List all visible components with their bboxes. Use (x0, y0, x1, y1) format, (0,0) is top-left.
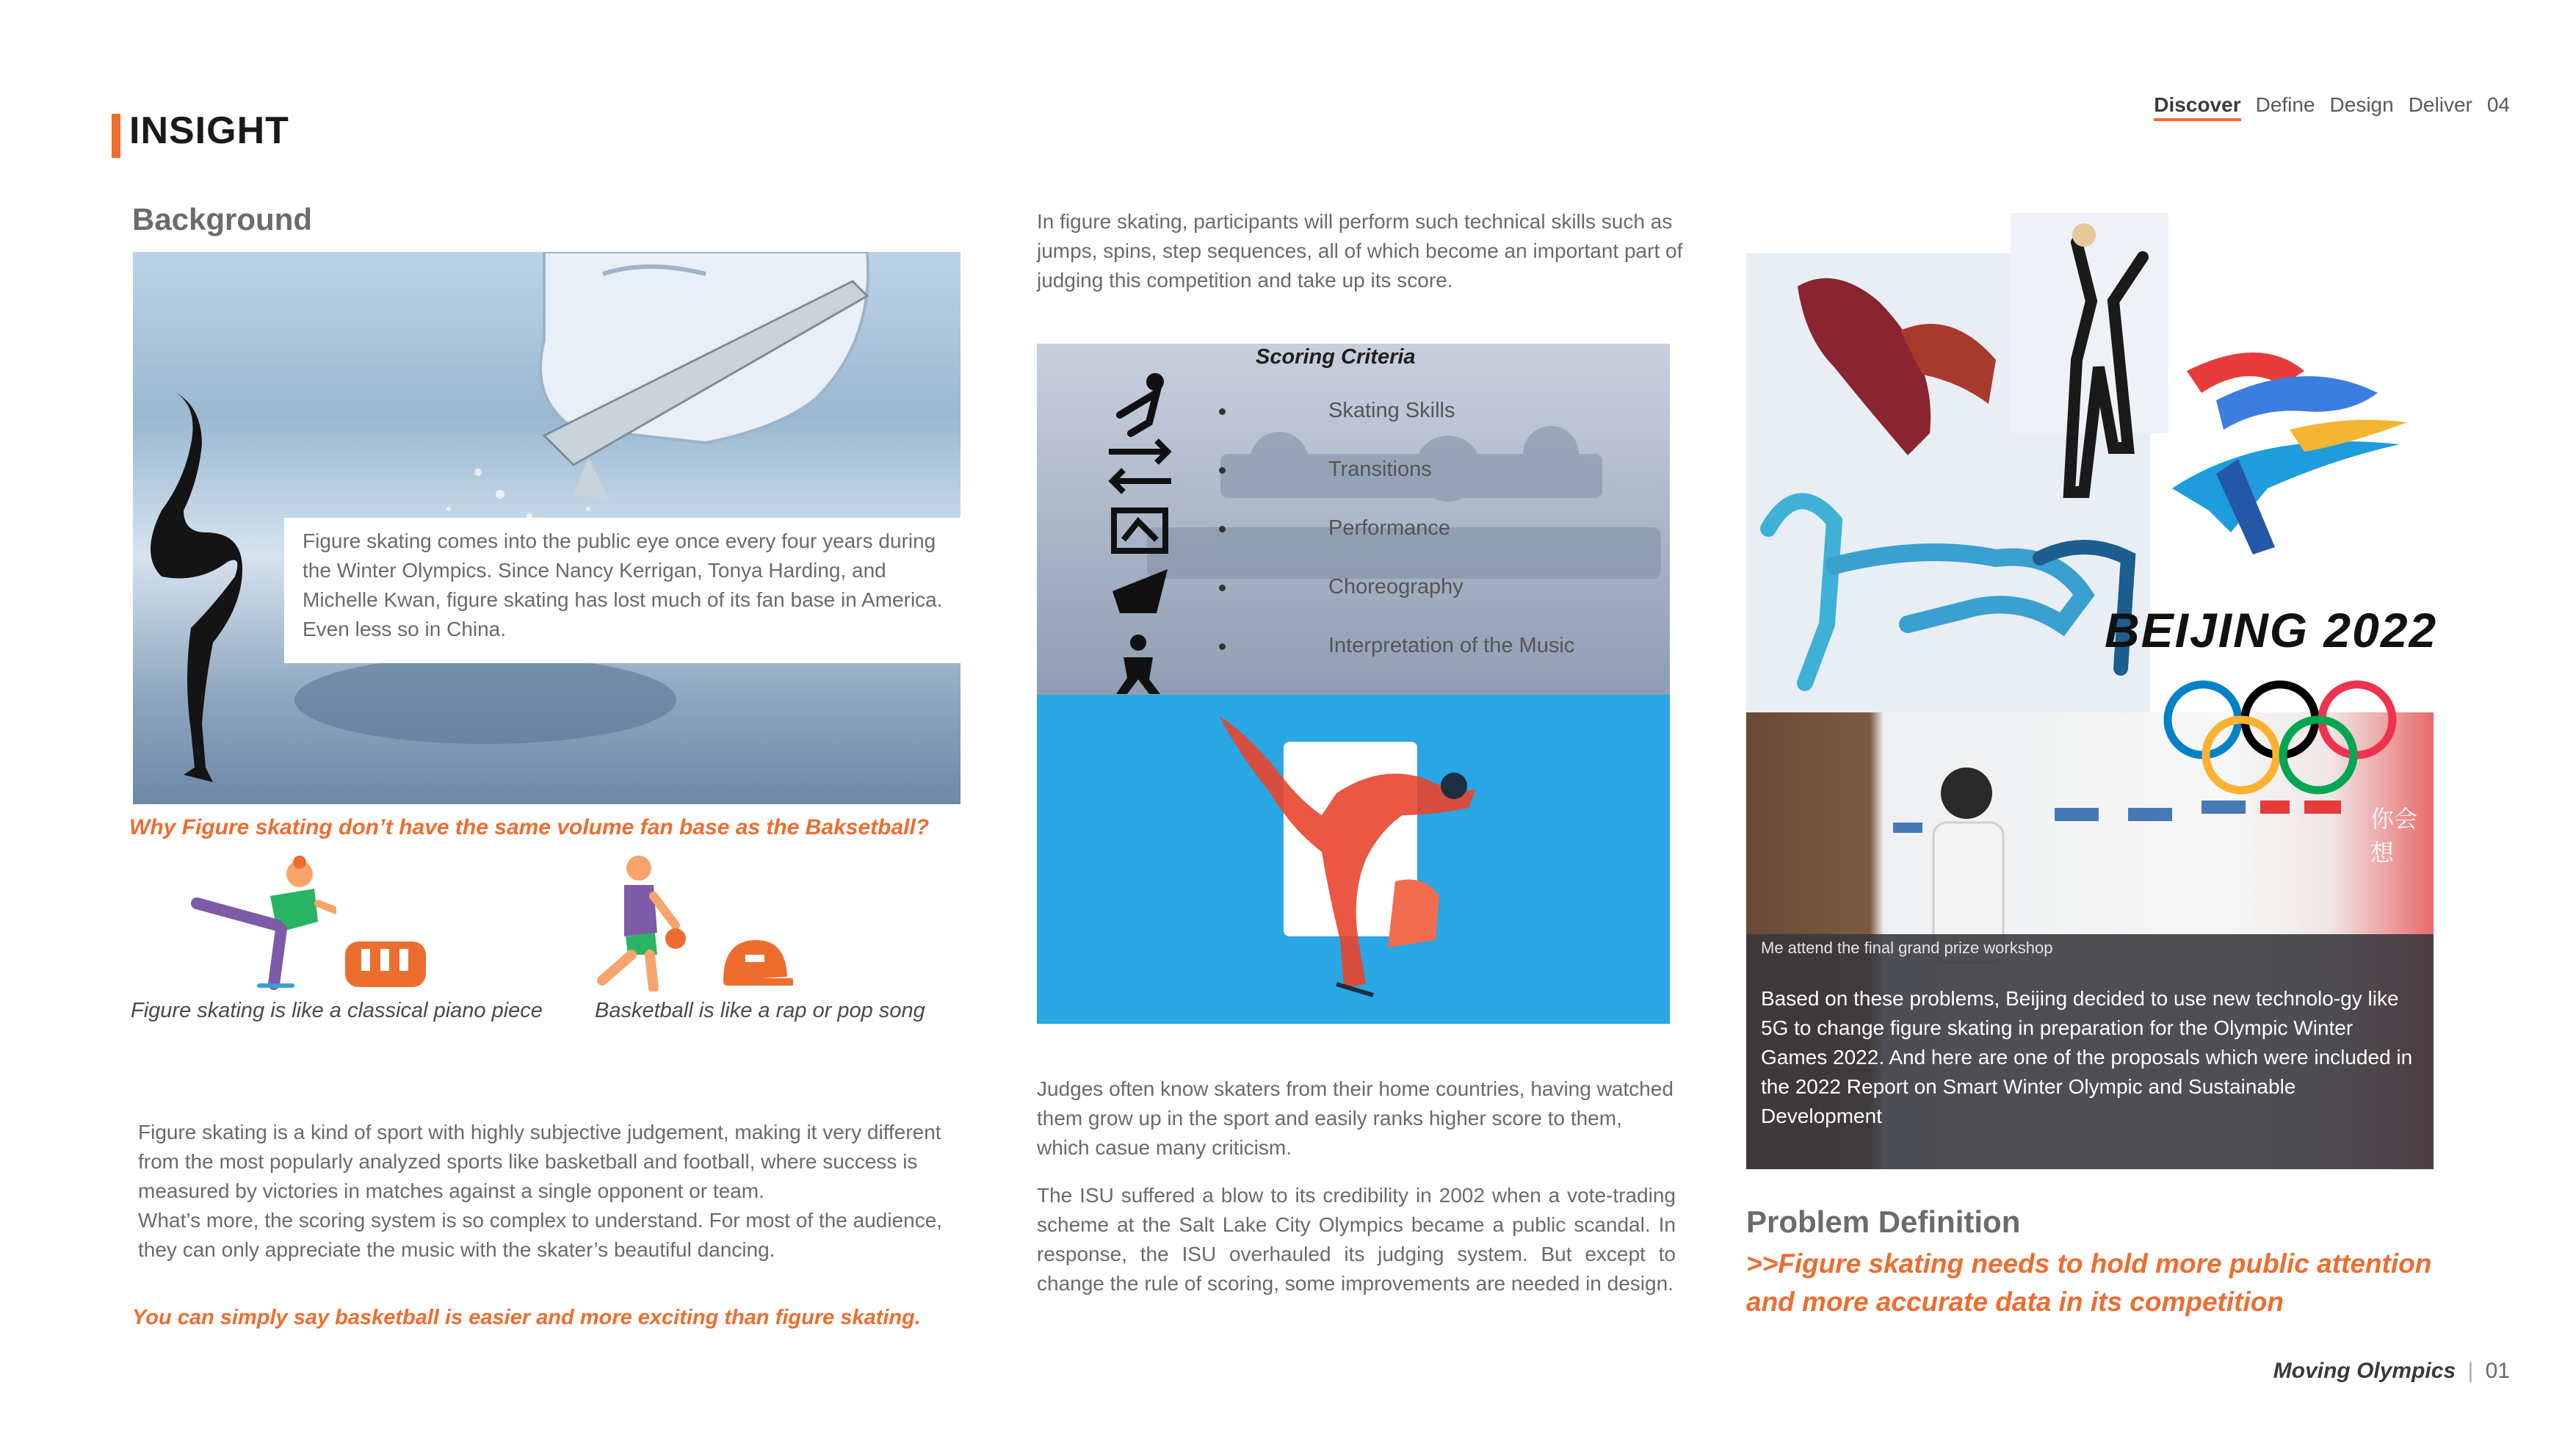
footer (2273, 1359, 2510, 1384)
footer-separator: | (2467, 1359, 2474, 1383)
judges-bias-paragraph: Judges often know skaters from their home countries, having watched them grow up in the sport and easily ranks higher score to them, which casue many criticism. (1037, 1077, 1674, 1159)
beijing-emblem-icon (2157, 342, 2436, 562)
page-title: INSIGHT (129, 109, 289, 152)
skater-silhouette-icon (132, 386, 250, 793)
nav-define[interactable]: Define (2255, 93, 2315, 116)
subjective-paragraph-2: What’s more, the scoring system is so complex to understand. For most of the audience, they can only appreciate the music with the skater’s beautiful dancing. (138, 1209, 943, 1261)
stage-sign-text: 你会想 (2370, 805, 2418, 867)
footer-page-number: 01 (2485, 1359, 2510, 1383)
bullet-icon (1219, 643, 1226, 650)
subjective-paragraph (138, 1118, 960, 1265)
section-nav (2154, 93, 2510, 121)
nav-page-number: 04 (2486, 93, 2510, 116)
subjective-paragraph-1: Figure skating is a kind of sport with highly subjective judgement, making it very different from the most popularly analyzed sports like basketball and football, where success is measured by victories in matches against a single opponent or team. (138, 1121, 941, 1202)
skating-skill-icon (1120, 373, 1164, 433)
beijing-2022-logo-text: BEIJING 2022 (2105, 603, 2438, 657)
criteria-item: Performance (1219, 516, 1450, 541)
performance-frame-icon (1114, 510, 1165, 551)
technical-skills-paragraph: In figure skating, participants will perform such technical skills such as jumps, spins, step sequences, all of which become an important part of judging this competition and take up its score. (1037, 210, 1683, 292)
nav-discover[interactable]: Discover (2154, 93, 2240, 121)
footer-brand: Moving Olympics (2273, 1359, 2456, 1383)
scoring-criteria-title: Scoring Criteria (1256, 345, 1416, 369)
background-heading: Background (132, 202, 313, 236)
bullet-icon (1219, 467, 1226, 474)
conclusion-statement: You can simply say basketball is easier and more exciting than figure skating. (132, 1306, 921, 1329)
nav-design[interactable]: Design (2329, 93, 2394, 116)
criteria-item: Choreography (1219, 575, 1464, 599)
choreography-icon (1112, 569, 1168, 613)
background-photo-paragraph: Figure skating comes into the public eye once every four years during the Winter Olympics. Since Nancy Kerrigan, Tonya Harding, and Michelle Kwan, figure skating has lost much of its fan base in America. Even less so in China. (303, 530, 943, 640)
criteria-item: Interpretation of the Music (1219, 634, 1574, 658)
caption-rap: Basketball is like a rap or pop song (595, 999, 925, 1022)
workshop-caption: Me attend the final grand prize workshop (1761, 939, 2053, 957)
criteria-item: Skating Skills (1219, 399, 1455, 423)
isu-scandal-paragraph: The ISU suffered a blow to its credibility in 2002 when a vote-trading scheme at the Salt Lake City Olympics became a public scandal. In response, the ISU overhauled its judging system. But except to change the rule of scoring, some improvements are needed in design. (1037, 1184, 1676, 1295)
piano-icon (345, 934, 426, 994)
bullet-icon (1219, 526, 1226, 532)
bullet-icon (1219, 585, 1226, 591)
red-skater-illustration (1190, 705, 1498, 1021)
basketball-player-icon (573, 852, 698, 991)
problem-definition-heading: Problem Definition (1746, 1204, 2021, 1239)
fan-base-question: Why Figure skating don’t have the same volume fan base as the Baksetball? (129, 815, 930, 839)
music-dancer-icon (1116, 635, 1160, 694)
transition-arrows-icon (1109, 441, 1171, 492)
figure-skater-icon (189, 852, 336, 991)
caption-piano: Figure skating is like a classical piano piece (131, 999, 543, 1022)
cap-icon (720, 936, 793, 995)
nav-deliver[interactable]: Deliver (2408, 93, 2472, 116)
beijing-2022-collage (1746, 213, 2499, 712)
scoring-icons-column (1105, 371, 1175, 694)
olympic-rings-icon (2159, 679, 2401, 797)
title-accent-bar (112, 114, 120, 158)
bullet-icon (1219, 408, 1226, 415)
beijing-5g-paragraph: Based on these problems, Beijing decided to use new technolo-gy like 5G to change figure skating in preparation for the Olympic Winter Games 2022. And here are one of the proposals which were included in the 2022 Report on Smart Winter Olympic and Sustainable Development (1761, 987, 2413, 1127)
criteria-item: Transitions (1219, 458, 1432, 482)
problem-statement: >>Figure skating needs to hold more public attention and more accurate data in its competition (1746, 1249, 2432, 1317)
